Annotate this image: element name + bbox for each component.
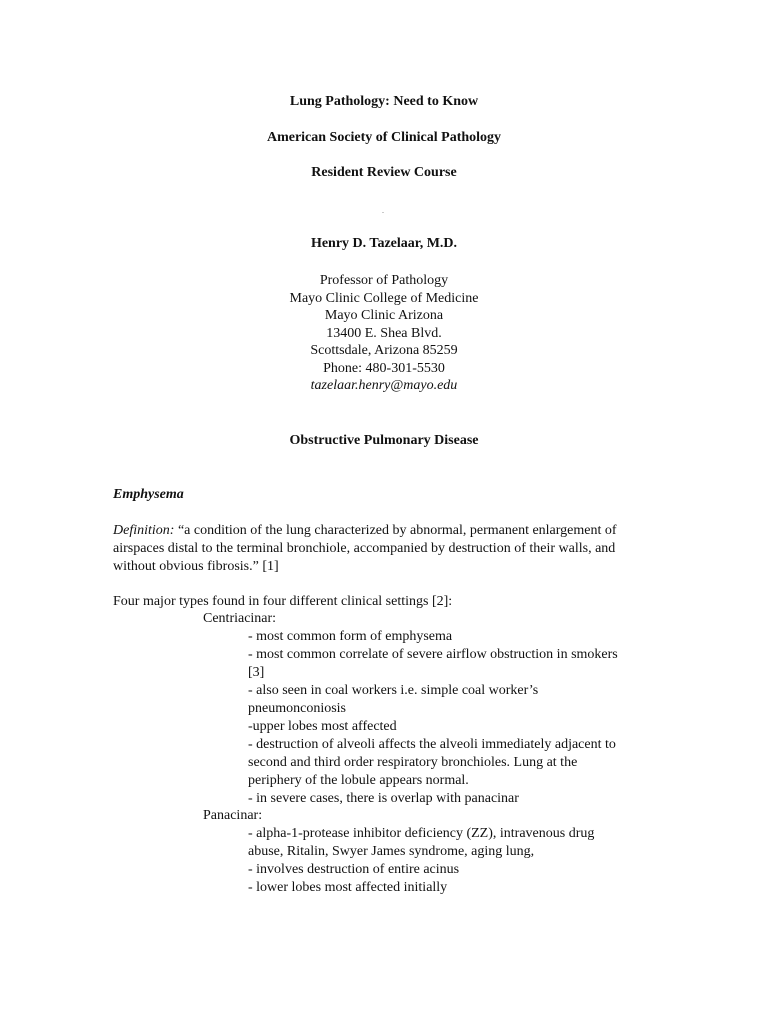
centriacinar-line: [3]	[248, 665, 265, 680]
course-name: Resident Review Course	[311, 165, 457, 180]
author-street: 13400 E. Shea Blvd.	[326, 325, 442, 341]
subsection-heading: Emphysema	[113, 487, 184, 502]
centriacinar-line: - also seen in coal workers i.e. simple coal worker’s	[248, 683, 539, 698]
organization-name: American Society of Clinical Pathology	[266, 130, 502, 145]
panacinar-label: Panacinar:	[203, 808, 263, 823]
centriacinar-line: second and third order respiratory bronchioles. Lung at the	[248, 755, 578, 770]
centriacinar-line: - most common correlate of severe airflow obstruction in smokers	[248, 647, 618, 662]
panacinar-line: abuse, Ritalin, Swyer James syndrome, aging lung,	[248, 844, 535, 859]
centriacinar-line: - destruction of alveoli affects the alveoli immediately adjacent to	[248, 737, 616, 752]
definition-label: Definition:	[113, 523, 175, 538]
centriacinar-line: - most common form of emphysema	[248, 629, 453, 644]
author-name: Henry D. Tazelaar, M.D.	[310, 236, 458, 251]
centriacinar-line: - in severe cases, there is overlap with panacinar	[248, 791, 519, 806]
panacinar-line: - lower lobes most affected initially	[248, 880, 448, 895]
centriacinar-label: Centriacinar:	[203, 611, 277, 626]
author-city: Scottsdale, Arizona 85259	[310, 343, 458, 358]
section-heading: Obstructive Pulmonary Disease	[289, 433, 479, 448]
centriacinar-line: pneumonconiosis	[248, 701, 346, 716]
centriacinar-line: periphery of the lobule appears normal.	[248, 773, 469, 788]
centriacinar-line: -upper lobes most affected	[248, 719, 397, 734]
panacinar-line: - involves destruction of entire acinus	[248, 862, 460, 877]
definition-line-1	[113, 522, 617, 540]
definition-text: “a condition of the lung characterized by abnormal, permanent enlargement of	[174, 523, 617, 538]
author-college: Mayo Clinic College of Medicine	[289, 290, 479, 306]
panacinar-line: - alpha-1-protease inhibitor deficiency (ZZ), intravenous drug	[248, 826, 595, 841]
author-email: tazelaar.henry@mayo.edu	[310, 378, 458, 393]
definition-line-2: airspaces distal to the terminal bronchiole, accompanied by destruction of their walls, and	[113, 541, 616, 556]
document-title: Lung Pathology: Need to Know	[289, 94, 479, 109]
types-intro: Four major types found in four different clinical settings [2]:	[113, 594, 453, 609]
author-clinic: Mayo Clinic Arizona	[324, 308, 444, 323]
definition-line-3: without obvious fibrosis.” [1]	[113, 559, 279, 574]
author-position: Professor of Pathology	[319, 273, 449, 288]
stray-mark: .	[382, 206, 384, 215]
author-phone: Phone: 480-301-5530	[323, 360, 445, 376]
